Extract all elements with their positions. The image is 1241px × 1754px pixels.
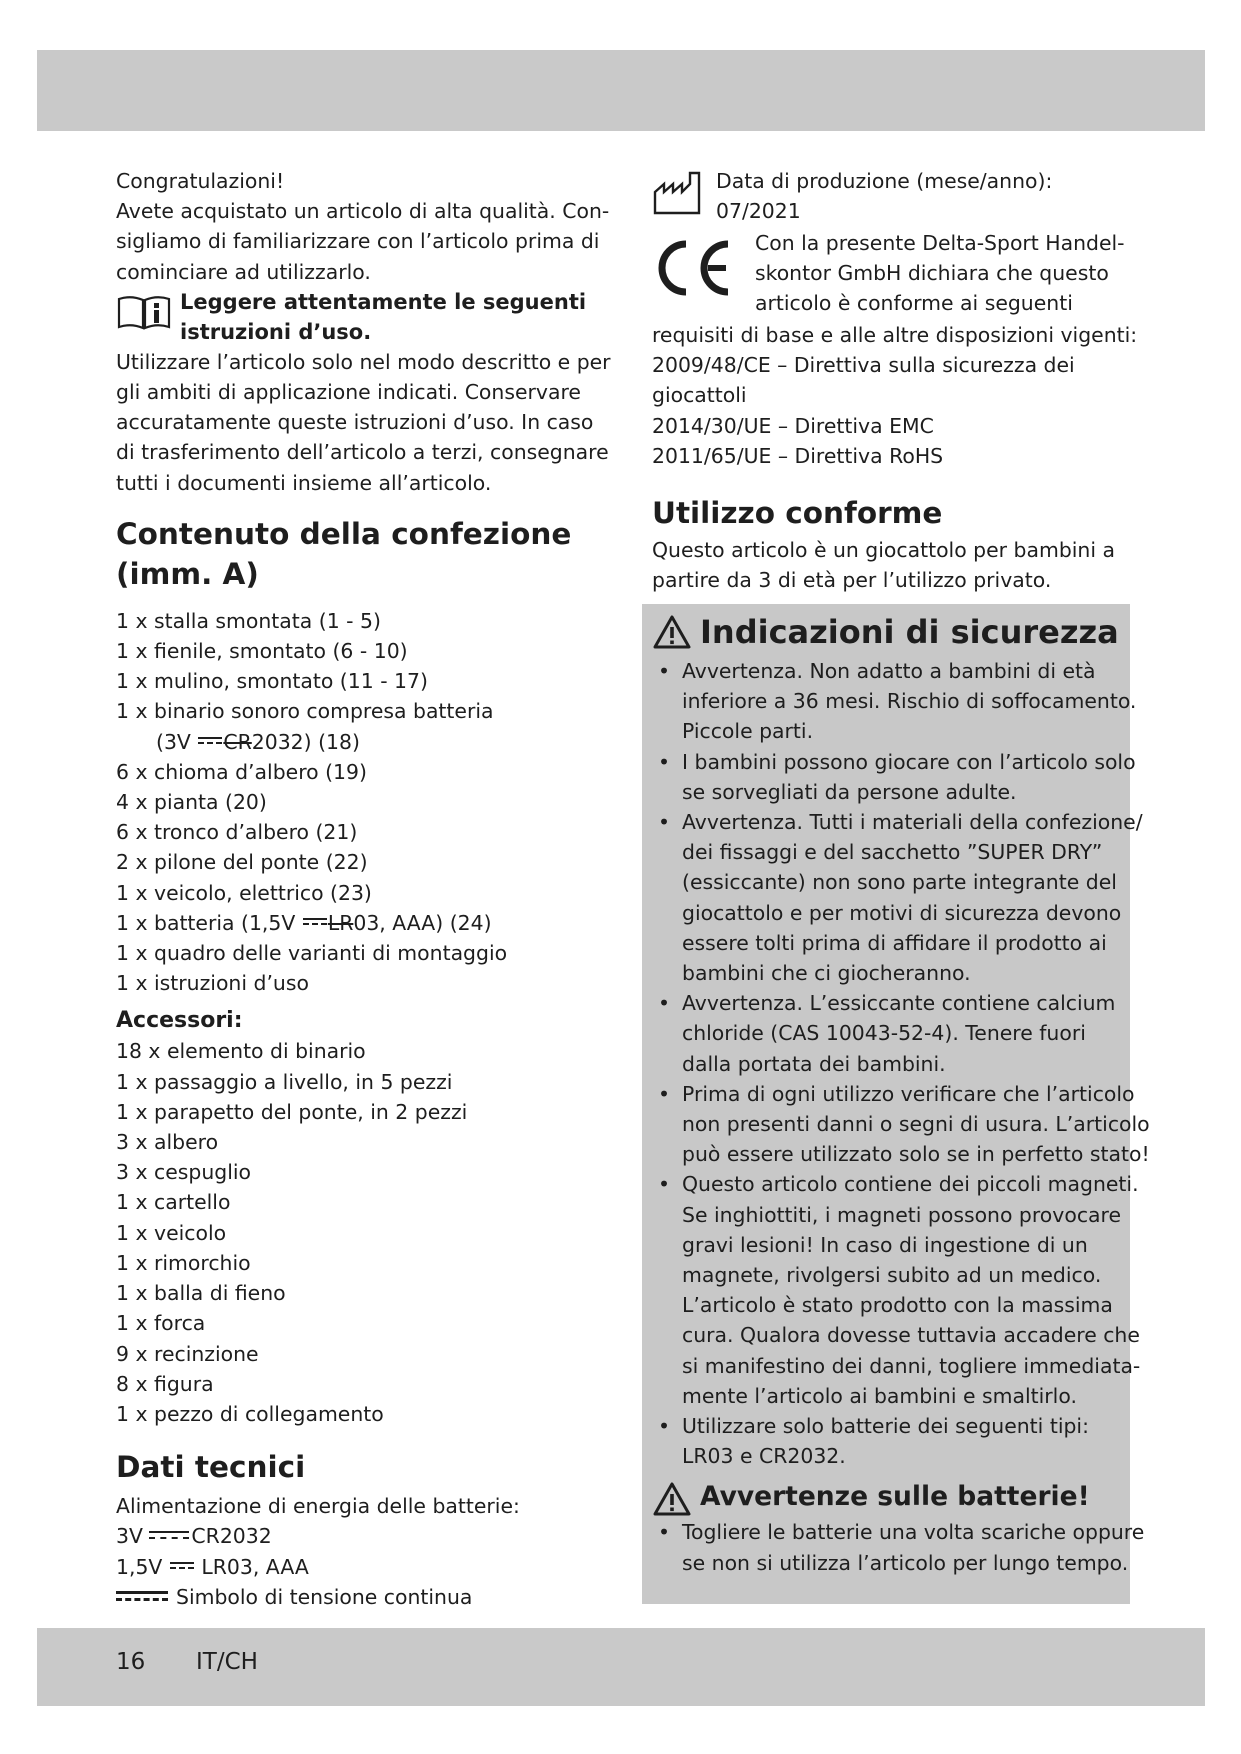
intended-use-line: Questo articolo è un giocattolo per bambini a: [652, 538, 1116, 563]
contents-item: 1 x fienile, smontato (6 - 10): [116, 639, 408, 664]
battery-item-prefix: 1 x batteria (1,5V: [116, 910, 302, 935]
tech-power-label: Alimentazione di energia delle batterie:: [116, 1494, 520, 1519]
accessory-item: 1 x passaggio a livello, in 5 pezzi: [116, 1069, 453, 1094]
contents-item: 1 x veicolo, elettrico (23): [116, 880, 372, 905]
accessory-item: 8 x figura: [116, 1371, 214, 1396]
usage-line: di trasferimento dell’articolo a terzi, consegnare: [116, 440, 609, 465]
safety-box: [642, 604, 1150, 1604]
ce-line: articolo è conforme ai seguenti: [755, 291, 1073, 316]
conformity-line: 2009/48/CE – Direttiva sulla sicurezza dei: [652, 353, 1075, 378]
contents-item: 1 x quadro delle varianti di montaggio: [116, 941, 508, 966]
header-band: [37, 50, 1205, 131]
battery-item-struck: LR: [327, 910, 354, 935]
dc-symbol-icon: [149, 1529, 189, 1541]
accessory-item: 1 x forca: [116, 1311, 206, 1336]
contents-item-battery-spec: [116, 727, 606, 757]
accessory-item: 1 x balla di fieno: [116, 1281, 286, 1306]
contents-item: 1 x binario sonoro compresa batteria: [116, 699, 494, 724]
safety-bullet: [652, 747, 1136, 807]
safety-bullet-line: gravi lesioni! In caso di ingestione di un: [682, 1232, 1088, 1257]
safety-bullet-line: inferiore a 36 mesi. Rischio di soffocamento.: [682, 689, 1137, 714]
dc-symbol-icon: [116, 1589, 168, 1603]
production-date-label: Data di produzione (mese/anno):: [716, 169, 1053, 193]
contents-item: 6 x chioma d’albero (19): [116, 759, 367, 784]
safety-bullet-line: Se inghiottiti, i magneti possono provocare: [682, 1202, 1122, 1227]
safety-bullet-line: • Avvertenza. L’essiccante contiene calcium: [682, 991, 1116, 1016]
battery-spec-prefix: (3V: [156, 729, 198, 754]
intro-line: sigliamo di familiarizzare con l’articolo prima di: [116, 229, 600, 254]
intro-line: Congratulazioni!: [116, 169, 285, 193]
battery-item-suffix: 03, AAA) (24): [353, 910, 492, 935]
right-column: [652, 166, 1138, 595]
ce-mark-icon: [652, 236, 736, 300]
read-notice-line: Leggere attentamente le seguenti: [180, 289, 587, 314]
tech-dc-legend: [116, 1582, 606, 1612]
battery-warnings-heading: Avvertenze sulle batterie!: [700, 1481, 1090, 1513]
usage-line: gli ambiti di applicazione indicati. Conservare: [116, 380, 581, 405]
contents-item: 2 x pilone del ponte (22): [116, 850, 368, 875]
left-column: [116, 166, 611, 1612]
safety-bullet-line: può essere utilizzato solo se in perfetto stato!: [682, 1142, 1150, 1167]
usage-line: Utilizzare l’articolo solo nel modo descritto e per: [116, 349, 611, 374]
accessory-item: 1 x rimorchio: [116, 1250, 251, 1275]
battery-2-type: LR03, AAA: [201, 1554, 309, 1579]
dc-symbol-icon: [303, 917, 327, 927]
contents-item: 1 x istruzioni d’uso: [116, 971, 309, 996]
production-date: [652, 166, 1132, 228]
ce-line: skontor GmbH dichiara che questo: [755, 261, 1109, 286]
page-number: 16: [116, 1649, 146, 1675]
conformity-line: 2014/30/UE – Direttiva EMC: [652, 413, 934, 438]
safety-bullet-line: • I bambini possono giocare con l’articolo solo: [682, 749, 1136, 774]
contents-item-battery: [116, 908, 606, 938]
read-notice-line: istruzioni d’uso.: [180, 319, 372, 344]
safety-bullet-line: (essiccante) non sono parte integrante del: [682, 870, 1117, 895]
warning-icon: [652, 614, 692, 650]
safety-bullet-line: L’articolo è stato prodotto con la massima: [682, 1293, 1113, 1318]
ce-line: Con la presente Delta-Sport Handel-: [755, 231, 1125, 255]
conformity-line: giocattoli: [652, 383, 747, 408]
contents-heading: Contenuto della confezione: [116, 516, 572, 551]
safety-bullet: [652, 656, 1137, 747]
safety-bullet-line: cura. Qualora dovesse tuttavia accadere che: [682, 1323, 1140, 1348]
production-date-value: 07/2021: [716, 199, 801, 224]
battery-warnings-list: [652, 1517, 1145, 1577]
intro-line: Avete acquistato un articolo di alta qualità. Con-: [116, 199, 610, 224]
safety-bullet: [652, 988, 1122, 1079]
country-code: IT/CH: [196, 1649, 258, 1675]
safety-bullet-line: giocattolo e per motivi di sicurezza devono: [682, 900, 1122, 925]
safety-bullet: [652, 807, 1143, 988]
battery-warnings-heading-row: [652, 1477, 1122, 1517]
safety-bullet-line: • Avvertenza. Tutti i materiali della confezione/: [682, 810, 1143, 835]
battery-spec-struck: CR: [223, 729, 252, 754]
accessory-item: 1 x pezzo di collegamento: [116, 1401, 384, 1426]
contents-item: 6 x tronco d’albero (21): [116, 820, 358, 845]
accessories-heading: Accessori:: [116, 1008, 243, 1034]
usage-line: tutti i documenti insieme all’articolo.: [116, 470, 492, 495]
safety-bullet-line: magnete, rivolgersi subito ad un medico.: [682, 1263, 1102, 1288]
dc-symbol-icon: [198, 736, 222, 746]
safety-bullet: [652, 1411, 1122, 1471]
accessory-item: 1 x cartello: [116, 1190, 231, 1215]
safety-heading: Indicazioni di sicurezza: [700, 613, 1119, 651]
warning-icon: [652, 1481, 692, 1517]
safety-heading-row: [652, 610, 1122, 656]
dc-symbol-label: Simbolo di tensione continua: [176, 1584, 473, 1609]
intended-use-line: partire da 3 di età per l’utilizzo privato.: [652, 568, 1052, 593]
safety-bullet: [652, 1079, 1150, 1170]
factory-icon: [652, 170, 702, 216]
accessory-item: 1 x veicolo: [116, 1220, 227, 1245]
safety-bullet-line: chloride (CAS 10043-52-4). Tenere fuori: [682, 1021, 1086, 1046]
safety-bullet-line: se sorvegliati da persone adulte.: [682, 779, 1017, 804]
safety-bullet-line: Piccole parti.: [682, 719, 814, 744]
safety-bullet-line: dei fissaggi e del sacchetto ”SUPER DRY”: [682, 840, 1103, 865]
conformity-line: 2011/65/UE – Direttiva RoHS: [652, 443, 944, 468]
safety-bullet-line: si manifestino dei danni, togliere immediata-: [682, 1353, 1141, 1378]
battery-1-voltage: 3V: [116, 1524, 143, 1549]
battery-warning-line: • Togliere le batterie una volta scariche oppure: [682, 1520, 1145, 1545]
safety-bullet: [652, 1169, 1141, 1411]
battery-spec-suffix: 2032) (18): [251, 729, 360, 754]
conformity-line: requisiti di base e alle altre disposizioni vigenti:: [652, 323, 1138, 347]
safety-bullet-line: • Prima di ogni utilizzo verificare che l’articolo: [682, 1081, 1135, 1106]
battery-1-type: CR2032: [191, 1524, 272, 1549]
battery-2-voltage: 1,5V: [116, 1554, 163, 1579]
contents-item: 1 x mulino, smontato (11 - 17): [116, 669, 428, 694]
safety-bullet-line: essere tolti prima di affidare il prodotto ai: [682, 930, 1107, 955]
safety-bullet-line: bambini che ci giocheranno.: [682, 961, 971, 986]
contents-item: 4 x pianta (20): [116, 790, 267, 815]
read-instructions-notice: [116, 287, 606, 347]
usage-line: accuratamente queste istruzioni d’uso. In caso: [116, 410, 594, 435]
safety-bullet-line: LR03 e CR2032.: [682, 1444, 846, 1469]
accessory-item: 1 x parapetto del ponte, in 2 pezzi: [116, 1099, 468, 1124]
safety-bullet-line: • Utilizzare solo batterie dei seguenti tipi:: [682, 1414, 1089, 1439]
safety-bullet-line: non presenti danni o segni di usura. L’articolo: [682, 1112, 1150, 1137]
ce-declaration: [652, 228, 1132, 320]
intro-line: cominciare ad utilizzarlo.: [116, 259, 371, 284]
book-info-icon: [116, 293, 172, 331]
tech-heading: Dati tecnici: [116, 1450, 306, 1485]
safety-bullet-line: dalla portata dei bambini.: [682, 1051, 946, 1076]
battery-warning-line: se non si utilizza l’articolo per lungo tempo.: [682, 1550, 1129, 1575]
tech-battery-1: [116, 1521, 606, 1551]
contents-item: 1 x stalla smontata (1 - 5): [116, 608, 381, 633]
battery-warning-bullet: [652, 1517, 1145, 1577]
intended-use-heading: Utilizzo conforme: [652, 496, 943, 531]
accessory-item: 3 x albero: [116, 1130, 219, 1155]
accessory-item: 9 x recinzione: [116, 1341, 259, 1366]
accessory-item: 3 x cespuglio: [116, 1160, 251, 1185]
safety-list: [652, 656, 1150, 1471]
tech-battery-2: [116, 1552, 606, 1582]
dc-symbol-icon: [170, 1561, 194, 1571]
safety-bullet-line: • Avvertenza. Non adatto a bambini di età: [682, 659, 1096, 683]
accessory-item: 18 x elemento di binario: [116, 1039, 366, 1064]
safety-bullet-line: mente l’articolo ai bambini e smaltirlo.: [682, 1383, 1077, 1408]
safety-bullet-line: • Questo articolo contiene dei piccoli magneti.: [682, 1172, 1139, 1197]
contents-heading: (imm. A): [116, 556, 259, 591]
